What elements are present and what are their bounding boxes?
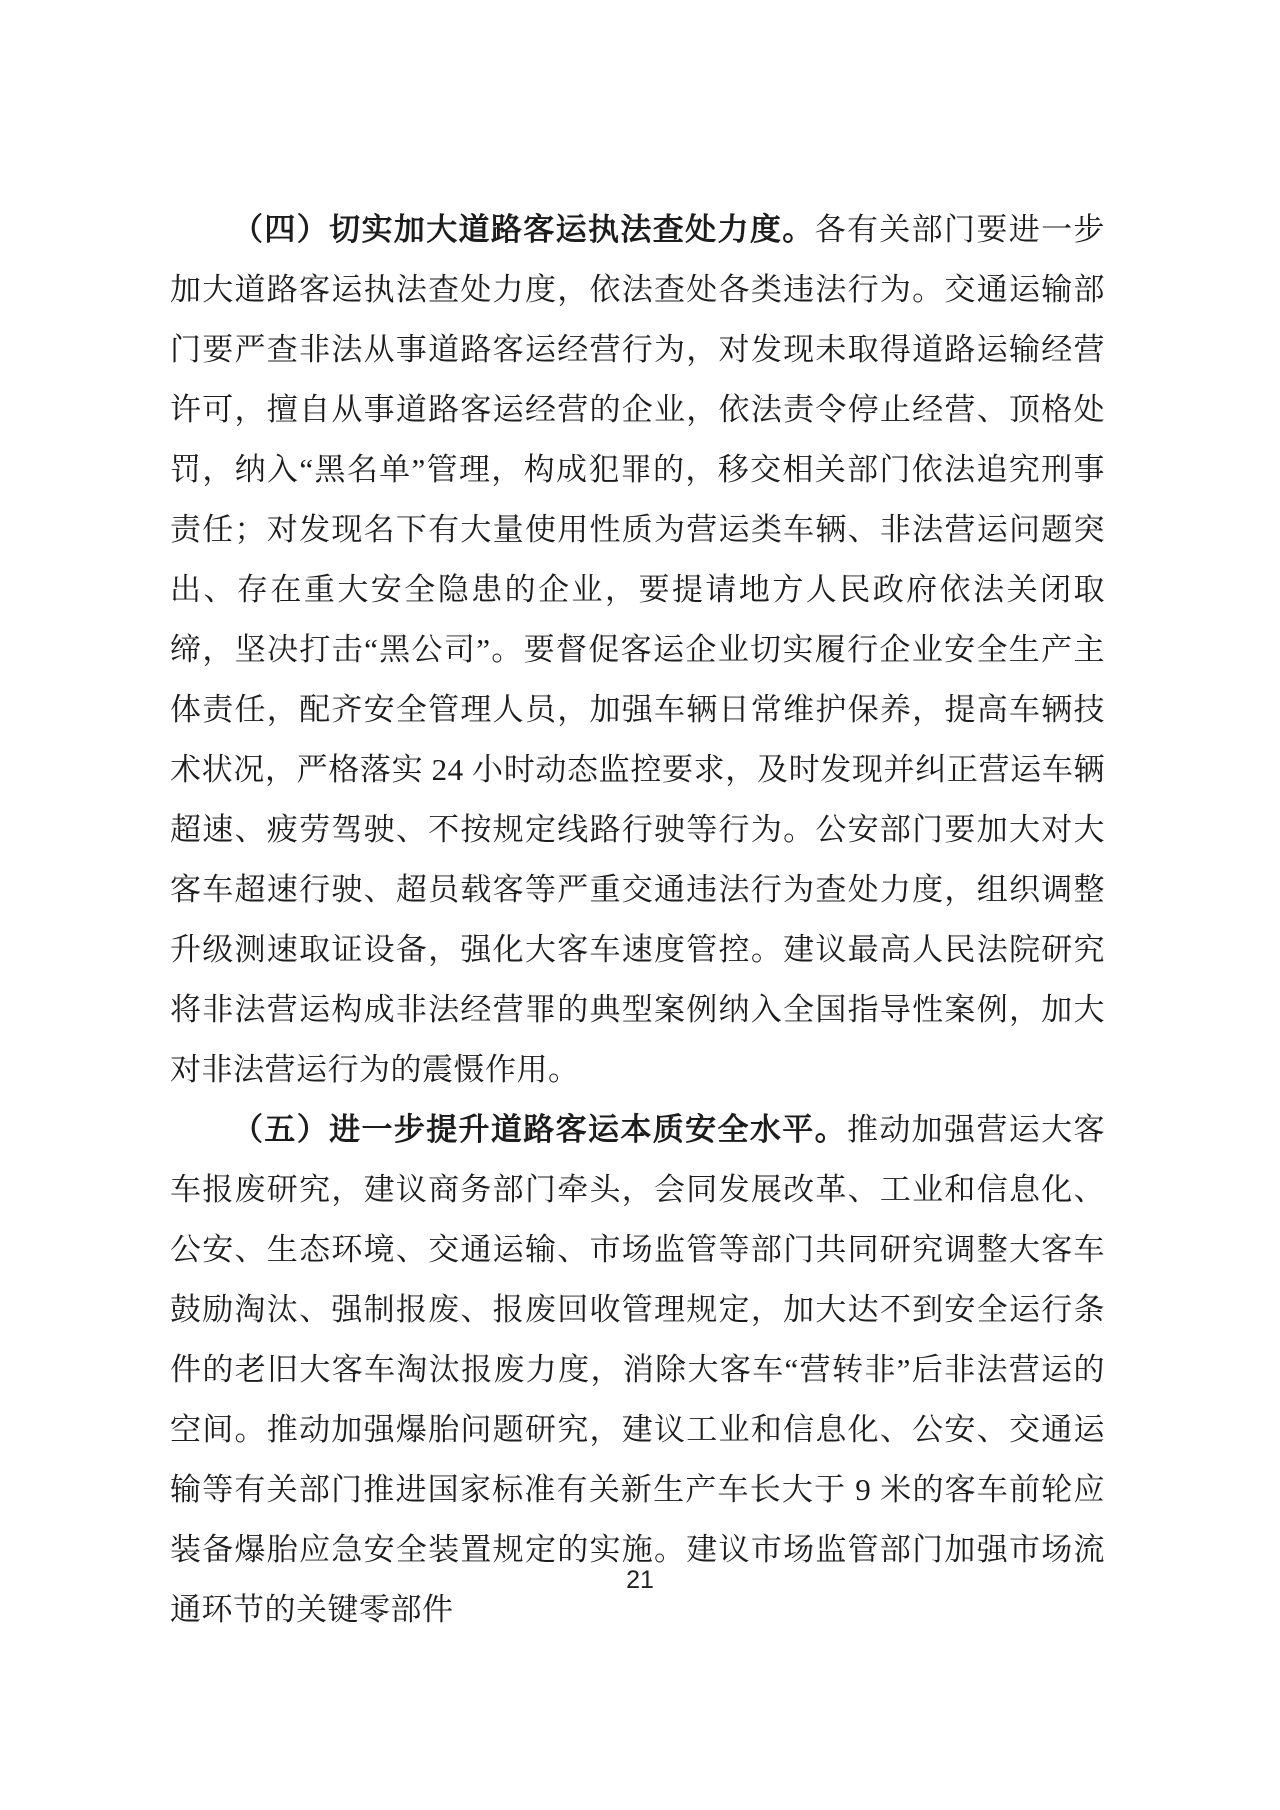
paragraph-5-body: 推动加强营运大客车报废研究，建议商务部门牵头，会同发展改革、工业和信息化、公安、生态环境、交通运输、市场监管等部门共同研究调整大客车鼓励淘汰、强制报废、报废回收管理规定，加大达不到安全运行条件的老旧大客车淘汰报废力度，消除大客车“营转非”后非法营运的空间。推动加强爆胎问题研究，建议工业和信息化、公安、交通运输等有关部门推进国家标准有关新生产车长大于 9 米的客车前轮应装备爆胎应急安全装置规定的实施。建议市场监管部门加强市场流通环节的关键零部件	[170, 1112, 1106, 1627]
paragraph-5-lead: （五）进一步提升道路客运本质安全水平。	[232, 1112, 847, 1147]
paragraph-4-lead: （四）切实加大道路客运执法查处力度。	[232, 212, 815, 247]
page-content	[170, 200, 1105, 1640]
paragraph-4	[170, 200, 1105, 1100]
paragraph-5	[170, 1100, 1105, 1640]
page-number: 21	[626, 1566, 654, 1594]
paragraph-4-body: 各有关部门要进一步加大道路客运执法查处力度，依法查处各类违法行为。交通运输部门要严查非法从事道路客运经营行为，对发现未取得道路运输经营许可，擅自从事道路客运经营的企业，依法责令停止经营、顶格处罚，纳入“黑名单”管理，构成犯罪的，移交相关部门依法追究刑事责任；对发现名下有大量使用性质为营运类车辆、非法营运问题突出、存在重大安全隐患的企业，要提请地方人民政府依法关闭取缔，坚决打击“黑公司”。要督促客运企业切实履行企业安全生产主体责任，配齐安全管理人员，加强车辆日常维护保养，提高车辆技术状况，严格落实 24 小时动态监控要求，及时发现并纠正营运车辆超速、疲劳驾驶、不按规定线路行驶等行为。公安部门要加大对大客车超速行驶、超员载客等严重交通违法行为查处力度，组织调整升级测速取证设备，强化大客车速度管控。建议最高人民法院研究将非法营运构成非法经营罪的典型案例纳入全国指导性案例，加大对非法营运行为的震慑作用。	[170, 212, 1106, 1087]
